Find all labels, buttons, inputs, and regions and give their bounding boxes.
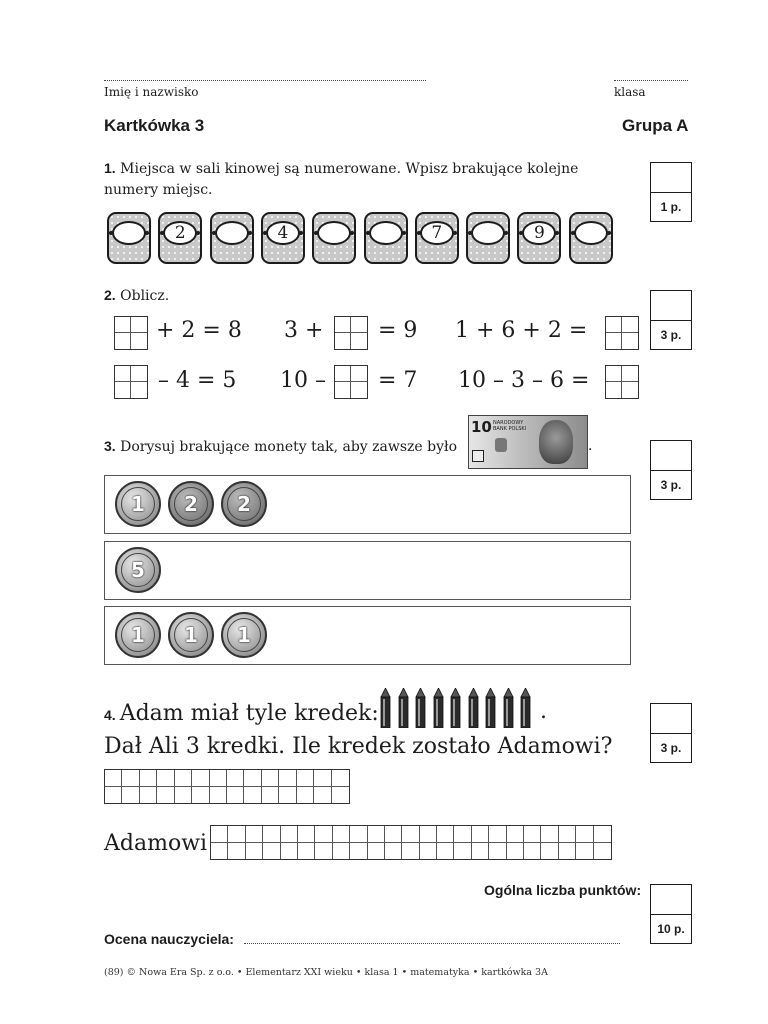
banknote-bank-name: NARODOWY BANK POLSKI	[493, 420, 527, 432]
task1-text-line2: numery miejsc.	[104, 182, 213, 198]
digit-cell[interactable]	[351, 382, 367, 398]
total-points-value: 10 p.	[657, 921, 685, 936]
grid-cell[interactable]	[385, 826, 402, 843]
crayon-icon	[468, 688, 479, 728]
digit-cell[interactable]	[622, 382, 638, 398]
digit-cell[interactable]	[335, 366, 351, 382]
grid-cell[interactable]	[385, 843, 402, 860]
task4-number: 4.	[104, 707, 116, 723]
grid-cell[interactable]	[314, 770, 331, 787]
crayon-icon	[450, 688, 461, 728]
grid-cell[interactable]	[244, 787, 261, 804]
task1-points-box	[650, 162, 692, 222]
grid-cell[interactable]	[297, 787, 314, 804]
digit-cell[interactable]	[335, 382, 351, 398]
task3-points-label: 3 p.	[660, 477, 682, 492]
grid-cell[interactable]	[402, 843, 419, 860]
banknote-eagle-icon	[495, 438, 507, 452]
grid-cell[interactable]	[541, 843, 558, 860]
grid-cell[interactable]	[472, 826, 489, 843]
grid-cell[interactable]	[122, 770, 139, 787]
coin-row-box[interactable]	[104, 541, 631, 600]
task2-instruction: Oblicz.	[120, 288, 170, 304]
coin-2-zloty-icon	[168, 481, 214, 527]
grid-cell[interactable]	[594, 826, 611, 843]
grid-cell[interactable]	[368, 826, 385, 843]
grid-cell[interactable]	[368, 843, 385, 860]
grid-cell[interactable]	[541, 826, 558, 843]
grid-cell[interactable]	[315, 843, 332, 860]
digit-cell[interactable]	[351, 317, 367, 333]
equation-text: 1 + 6 + 2 =	[455, 318, 588, 343]
grid-cell[interactable]	[227, 787, 244, 804]
cinema-seat	[210, 212, 254, 264]
task4-points-label: 3 p.	[660, 740, 682, 755]
grid-cell[interactable]	[175, 770, 192, 787]
seat-hinge-right	[350, 231, 354, 235]
grid-cell[interactable]	[402, 826, 419, 843]
digit-cell[interactable]	[622, 317, 638, 333]
digit-cell[interactable]	[115, 382, 131, 398]
grid-cell[interactable]	[454, 826, 471, 843]
seat-hinge-right	[196, 231, 200, 235]
copyright-footer: (89) © Nowa Era Sp. z o.o. • Elementarz XXI wieku • klasa 1 • matematyka • kartkówka 3A	[104, 967, 548, 978]
seat-hinge-left	[109, 231, 113, 235]
grid-cell[interactable]	[420, 826, 437, 843]
grid-cell[interactable]	[244, 770, 261, 787]
answer-box[interactable]	[605, 365, 639, 399]
task4-score-field[interactable]	[651, 704, 691, 734]
grid-cell[interactable]	[262, 770, 279, 787]
crayon-icon	[398, 688, 409, 728]
equation-text: 10 – 3 – 6 =	[458, 368, 590, 393]
cinema-seat-row	[107, 212, 617, 268]
seat-hinge-right	[504, 231, 508, 235]
cinema-seat	[415, 212, 459, 264]
seat-number: 4	[266, 221, 300, 245]
grid-cell[interactable]	[210, 787, 227, 804]
equation-text: + 2 = 8	[156, 318, 242, 343]
grid-cell[interactable]	[298, 843, 315, 860]
grid-cell[interactable]	[175, 787, 192, 804]
task3-points-box	[650, 440, 692, 500]
task1-text	[104, 158, 624, 201]
task3-period: .	[588, 438, 593, 454]
crayon-icon	[433, 688, 444, 728]
equation-text: 10 –	[280, 368, 326, 393]
digit-cell[interactable]	[606, 366, 622, 382]
grid-cell[interactable]	[454, 843, 471, 860]
seat-number-blank[interactable]	[112, 221, 146, 245]
answer-label: Adamowi	[104, 831, 208, 856]
digit-cell[interactable]	[606, 382, 622, 398]
cinema-seat	[517, 212, 561, 264]
task1-number: 1.	[104, 160, 116, 176]
task3-text	[104, 436, 457, 458]
grid-cell[interactable]	[350, 843, 367, 860]
grid-cell[interactable]	[192, 787, 209, 804]
grid-cell[interactable]	[507, 826, 524, 843]
cinema-seat	[261, 212, 305, 264]
task4-line1-text: Adam miał tyle kredek:	[119, 701, 379, 726]
banknote-image	[468, 415, 588, 469]
seat-number-blank[interactable]	[574, 221, 608, 245]
grid-cell[interactable]	[157, 787, 174, 804]
task1-points-label: 1 p.	[660, 199, 682, 214]
grid-cell[interactable]	[524, 826, 541, 843]
grid-cell[interactable]	[262, 787, 279, 804]
coin-value: 1	[174, 618, 208, 652]
task2-number: 2.	[104, 287, 116, 303]
digit-cell[interactable]	[622, 333, 638, 349]
seat-hinge-right	[607, 231, 611, 235]
grid-cell[interactable]	[314, 787, 331, 804]
seat-hinge-right	[555, 231, 559, 235]
grid-cell[interactable]	[472, 843, 489, 860]
grid-cell[interactable]	[263, 826, 280, 843]
grid-cell[interactable]	[489, 843, 506, 860]
grid-cell[interactable]	[281, 843, 298, 860]
task1-score-field[interactable]	[651, 163, 691, 193]
digit-cell[interactable]	[115, 317, 131, 333]
page-title: Kartkówka 3	[104, 116, 205, 135]
name-field-line[interactable]	[104, 80, 426, 81]
grid-cell[interactable]	[437, 826, 454, 843]
seat-number: 7	[420, 221, 454, 245]
grid-cell[interactable]	[246, 826, 263, 843]
digit-cell[interactable]	[622, 366, 638, 382]
teacher-grade-line[interactable]	[244, 943, 620, 944]
grid-cell[interactable]	[105, 787, 122, 804]
digit-cell[interactable]	[606, 317, 622, 333]
task1-text-line1: Miejsca w sali kinowej są numerowane. Wpisz brakujące kolejne	[120, 161, 579, 177]
seat-hinge-left	[263, 231, 267, 235]
grid-cell[interactable]	[157, 770, 174, 787]
seat-number-blank[interactable]	[369, 221, 403, 245]
coin-1-zloty-icon	[168, 612, 214, 658]
grid-cell[interactable]	[594, 843, 611, 860]
crayon-icon	[415, 688, 426, 728]
banknote-checkbox	[472, 450, 484, 462]
calculation-grid[interactable]	[104, 769, 350, 804]
grid-cell[interactable]	[332, 787, 349, 804]
coin-1-zloty-icon	[221, 612, 267, 658]
seat-number: 2	[163, 221, 197, 245]
seat-number-blank[interactable]	[317, 221, 351, 245]
digit-cell[interactable]	[115, 366, 131, 382]
grid-cell[interactable]	[105, 770, 122, 787]
seat-hinge-right	[248, 231, 252, 235]
grid-cell[interactable]	[315, 826, 332, 843]
grid-cell[interactable]	[489, 826, 506, 843]
coin-value: 2	[174, 487, 208, 521]
task3-number: 3.	[104, 438, 116, 454]
digit-cell[interactable]	[335, 317, 351, 333]
crayon-icon	[485, 688, 496, 728]
banknote-portrait	[539, 420, 573, 464]
answer-box[interactable]	[334, 316, 368, 350]
coin-value: 1	[121, 487, 155, 521]
grid-cell[interactable]	[122, 787, 139, 804]
crayons-image	[380, 688, 540, 730]
seat-hinge-right	[299, 231, 303, 235]
teacher-grade-label: Ocena nauczyciela:	[104, 931, 234, 947]
grid-cell[interactable]	[140, 787, 157, 804]
task4-line1-period: .	[540, 699, 547, 724]
cinema-seat	[569, 212, 613, 264]
task4-line2-text: Dał Ali 3 kredki. Ile kredek zostało Adamowi?	[104, 734, 613, 759]
coin-value: 5	[121, 553, 155, 587]
coin-row-box[interactable]	[104, 475, 631, 534]
grid-cell[interactable]	[228, 826, 245, 843]
grid-cell[interactable]	[332, 770, 349, 787]
grid-cell[interactable]	[437, 843, 454, 860]
grid-cell[interactable]	[263, 843, 280, 860]
task3-instruction: Dorysuj brakujące monety tak, aby zawsze było	[120, 439, 458, 455]
equation-text: = 7	[378, 368, 418, 393]
digit-cell[interactable]	[606, 333, 622, 349]
class-label: klasa	[614, 85, 646, 99]
digit-cell[interactable]	[115, 333, 131, 349]
crayon-icon	[380, 688, 391, 728]
task2-points-label: 3 p.	[660, 327, 682, 342]
grid-cell[interactable]	[576, 826, 593, 843]
cinema-seat	[158, 212, 202, 264]
grid-cell[interactable]	[279, 770, 296, 787]
coin-value: 2	[227, 487, 261, 521]
digit-cell[interactable]	[131, 317, 147, 333]
name-label: Imię i nazwisko	[104, 85, 199, 99]
seat-hinge-left	[212, 231, 216, 235]
grid-cell[interactable]	[211, 826, 228, 843]
task4-line1	[104, 701, 379, 726]
digit-cell[interactable]	[131, 333, 147, 349]
coin-2-zloty-icon	[221, 481, 267, 527]
grid-cell[interactable]	[211, 843, 228, 860]
crayon-icon	[503, 688, 514, 728]
coin-value: 1	[227, 618, 261, 652]
grid-cell[interactable]	[246, 843, 263, 860]
grid-cell[interactable]	[210, 770, 227, 787]
coin-5-zloty-icon	[115, 547, 161, 593]
total-points-box	[650, 884, 692, 944]
grid-cell[interactable]	[350, 826, 367, 843]
answer-box[interactable]	[334, 365, 368, 399]
task2-points-box	[650, 290, 692, 350]
digit-cell[interactable]	[335, 333, 351, 349]
grid-cell[interactable]	[228, 843, 245, 860]
grid-cell[interactable]	[333, 843, 350, 860]
task4-points-box	[650, 703, 692, 763]
coin-row-box[interactable]	[104, 606, 631, 665]
total-score-field[interactable]	[651, 885, 691, 915]
answer-box[interactable]	[605, 316, 639, 350]
cinema-seat	[466, 212, 510, 264]
digit-cell[interactable]	[351, 366, 367, 382]
grid-cell[interactable]	[297, 770, 314, 787]
answer-sentence-grid[interactable]	[210, 825, 612, 860]
digit-cell[interactable]	[131, 366, 147, 382]
equation-text: = 9	[378, 318, 418, 343]
total-points-label: Ogólna liczba punktów:	[484, 882, 642, 898]
equation-text: 3 +	[284, 318, 324, 343]
grid-cell[interactable]	[507, 843, 524, 860]
grid-cell[interactable]	[298, 826, 315, 843]
coin-1-zloty-icon	[115, 612, 161, 658]
crayon-icon	[520, 688, 531, 728]
group-label: Grupa A	[622, 116, 689, 135]
answer-box[interactable]	[114, 365, 148, 399]
seat-hinge-right	[402, 231, 406, 235]
grid-cell[interactable]	[576, 843, 593, 860]
seat-number: 9	[522, 221, 556, 245]
coin-1-zloty-icon	[115, 481, 161, 527]
grid-cell[interactable]	[333, 826, 350, 843]
equation-text: – 4 = 5	[158, 368, 237, 393]
class-field-line[interactable]	[614, 80, 688, 81]
grid-cell[interactable]	[281, 826, 298, 843]
answer-box[interactable]	[114, 316, 148, 350]
grid-cell[interactable]	[279, 787, 296, 804]
grid-cell[interactable]	[524, 843, 541, 860]
seat-hinge-left	[571, 231, 575, 235]
seat-number-blank[interactable]	[471, 221, 505, 245]
banknote-value: 10	[471, 418, 492, 436]
grid-cell[interactable]	[192, 770, 209, 787]
grid-cell[interactable]	[140, 770, 157, 787]
task2-text	[104, 285, 169, 307]
seat-number-blank[interactable]	[215, 221, 249, 245]
cinema-seat	[107, 212, 151, 264]
seat-hinge-left	[417, 231, 421, 235]
seat-hinge-right	[453, 231, 457, 235]
grid-cell[interactable]	[227, 770, 244, 787]
grid-cell[interactable]	[559, 826, 576, 843]
seat-hinge-right	[145, 231, 149, 235]
coin-value: 1	[121, 618, 155, 652]
grid-cell[interactable]	[420, 843, 437, 860]
digit-cell[interactable]	[351, 333, 367, 349]
cinema-seat	[364, 212, 408, 264]
grid-cell[interactable]	[559, 843, 576, 860]
task3-score-field[interactable]	[651, 441, 691, 471]
seat-hinge-left	[366, 231, 370, 235]
digit-cell[interactable]	[131, 382, 147, 398]
task2-score-field[interactable]	[651, 291, 691, 321]
cinema-seat	[312, 212, 356, 264]
